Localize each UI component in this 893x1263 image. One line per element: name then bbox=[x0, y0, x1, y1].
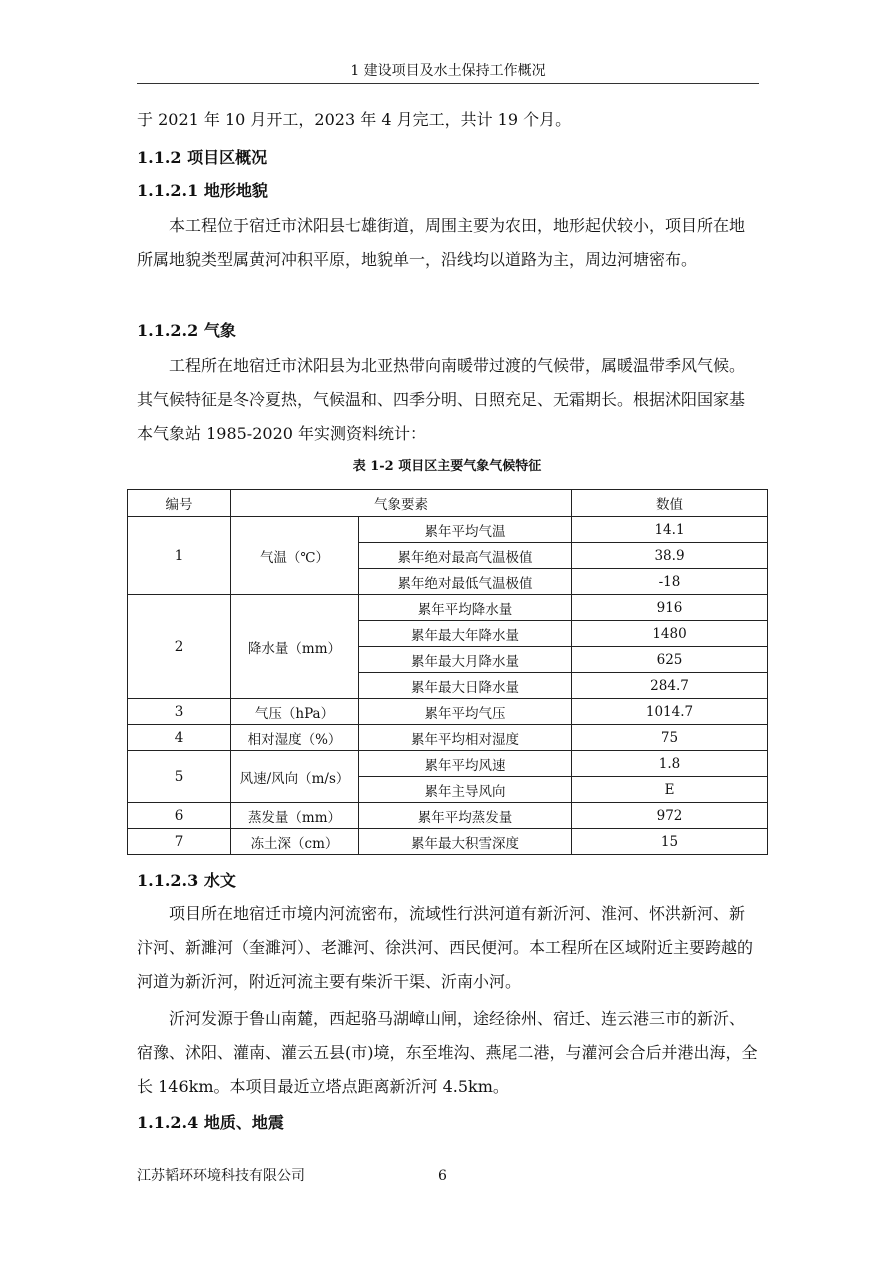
heading-1-1-2-2: 1.1.2.2 气象 bbox=[137, 321, 236, 340]
cell-value: 916 bbox=[572, 595, 768, 621]
paragraph-terrain: 本工程位于宿迁市沭阳县七雄街道，周围主要为农田，地形起伏较小，项目所在地所属地貌类型属黄河冲积平原，地貌单一，沿线均以道路为主，周边河塘密布。 bbox=[137, 216, 746, 269]
table-row bbox=[128, 699, 768, 725]
cell-group-number: 1 bbox=[128, 517, 231, 595]
header-rule bbox=[137, 83, 759, 84]
table-row bbox=[128, 595, 768, 621]
cell-value: 15 bbox=[572, 829, 768, 855]
table-header-row bbox=[128, 490, 768, 517]
table-row bbox=[128, 803, 768, 829]
table-row bbox=[128, 829, 768, 855]
cell-value: 972 bbox=[572, 803, 768, 829]
footer-company: 江苏韬环环境科技有限公司 bbox=[137, 1168, 305, 1184]
cell-item: 累年最大年降水量 bbox=[359, 621, 572, 647]
heading-1-1-2-4: 1.1.2.4 地质、地震 bbox=[137, 1113, 284, 1132]
cell-group-number: 5 bbox=[128, 751, 231, 803]
cell-item: 累年主导风向 bbox=[359, 777, 572, 803]
cell-value: 14.1 bbox=[572, 517, 768, 543]
cell-value: 1480 bbox=[572, 621, 768, 647]
cell-item: 累年平均气压 bbox=[359, 699, 572, 725]
cell-item: 累年绝对最高气温极值 bbox=[359, 543, 572, 569]
table-row bbox=[128, 751, 768, 777]
cell-group-name: 降水量（mm） bbox=[231, 595, 359, 699]
cell-value: 625 bbox=[572, 647, 768, 673]
cell-group-number: 2 bbox=[128, 595, 231, 699]
paragraph-schedule: 于 2021 年 10 月开工，2023 年 4 月完工，共计 19 个月。 bbox=[137, 110, 572, 129]
header-cell-no: 编号 bbox=[128, 490, 231, 517]
cell-group-number: 4 bbox=[128, 725, 231, 751]
cell-group-name: 风速/风向（m/s） bbox=[231, 751, 359, 803]
running-header: 1 建设项目及水土保持工作概况 bbox=[350, 63, 546, 79]
cell-group-name: 气压（hPa） bbox=[231, 699, 359, 725]
cell-value: 75 bbox=[572, 725, 768, 751]
cell-group-number: 3 bbox=[128, 699, 231, 725]
paragraph-climate: 工程所在地宿迁市沭阳县为北亚热带向南暖带过渡的气候带，属暖温带季风气候。其气候特征是冬冷夏热，气候温和、四季分明、日照充足、无霜期长。根据沭阳国家基本气象站 1985-2020 年实测资料统计： bbox=[137, 356, 746, 443]
heading-1-1-2-3: 1.1.2.3 水文 bbox=[137, 871, 236, 890]
cell-group-name: 相对湿度（%） bbox=[231, 725, 359, 751]
cell-item: 累年平均气温 bbox=[359, 517, 572, 543]
cell-value: 38.9 bbox=[572, 543, 768, 569]
cell-value: 284.7 bbox=[572, 673, 768, 699]
table-body bbox=[128, 517, 768, 855]
paragraph-yihe-river: 沂河发源于鲁山南麓，西起骆马湖嶂山闸，途经徐州、宿迁、连云港三市的新沂、宿豫、沭阳、灌南、灌云五县(市)境，东至堆沟、燕尾二港，与灌河会合后并港出海，全长 146km。本项目最近立塔点距离新沂河 4.5km。 bbox=[137, 1009, 758, 1096]
cell-group-name: 蒸发量（mm） bbox=[231, 803, 359, 829]
cell-item: 累年最大日降水量 bbox=[359, 673, 572, 699]
heading-1-1-2: 1.1.2 项目区概况 bbox=[137, 148, 268, 167]
cell-item: 累年最大月降水量 bbox=[359, 647, 572, 673]
heading-1-1-2-1: 1.1.2.1 地形地貌 bbox=[137, 181, 268, 200]
cell-item: 累年平均风速 bbox=[359, 751, 572, 777]
table-row bbox=[128, 725, 768, 751]
cell-item: 累年最大积雪深度 bbox=[359, 829, 572, 855]
table-row bbox=[128, 517, 768, 543]
table-caption: 表 1-2 项目区主要气象气候特征 bbox=[352, 459, 542, 474]
cell-value: -18 bbox=[572, 569, 768, 595]
cell-group-name: 气温（℃） bbox=[231, 517, 359, 595]
header-cell-value: 数值 bbox=[572, 490, 768, 517]
cell-item: 累年平均蒸发量 bbox=[359, 803, 572, 829]
cell-group-name: 冻土深（cm） bbox=[231, 829, 359, 855]
cell-group-number: 6 bbox=[128, 803, 231, 829]
page-number: 6 bbox=[438, 1168, 447, 1184]
header-cell-element: 气象要素 bbox=[231, 490, 572, 517]
cell-item: 累年平均相对湿度 bbox=[359, 725, 572, 751]
cell-value: E bbox=[572, 777, 768, 803]
paragraph-hydrology: 项目所在地宿迁市境内河流密布，流域性行洪河道有新沂河、淮河、怀洪新河、新汴河、新濉河（奎濉河）、老濉河、徐洪河、西民便河。本工程所在区域附近主要跨越的河道为新沂河，附近河流主要有柴沂干渠、沂南小河。 bbox=[137, 904, 754, 991]
cell-item: 累年绝对最低气温极值 bbox=[359, 569, 572, 595]
cell-group-number: 7 bbox=[128, 829, 231, 855]
cell-item: 累年平均降水量 bbox=[359, 595, 572, 621]
cell-value: 1.8 bbox=[572, 751, 768, 777]
climate-table bbox=[127, 489, 768, 855]
cell-value: 1014.7 bbox=[572, 699, 768, 725]
